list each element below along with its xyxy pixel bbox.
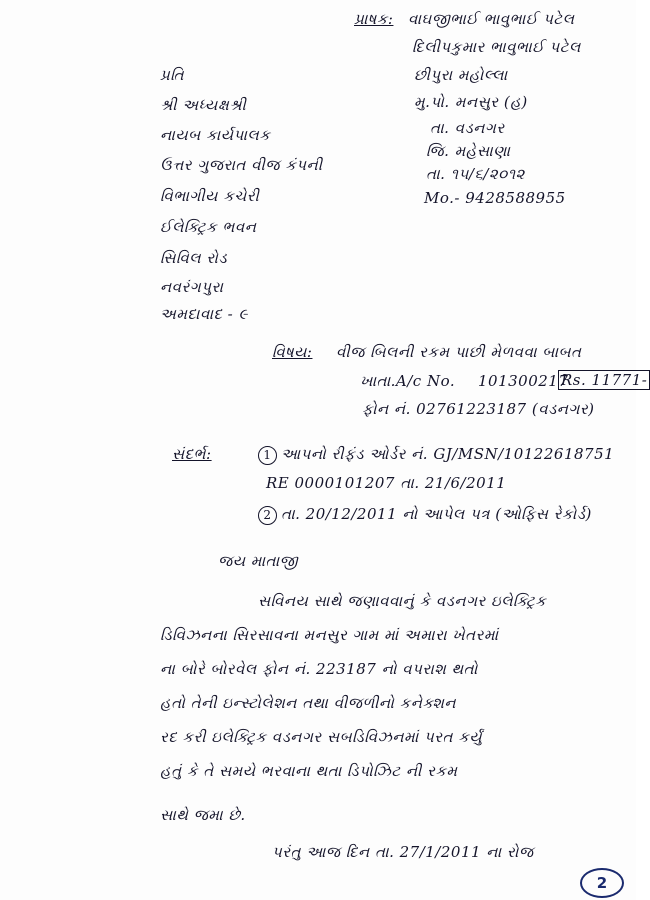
body-line-6: હતું કે તે સમયે ભરવાના થતા ડિપોઝિટ ની રકમ <box>160 762 458 780</box>
subject-text: વીજ બિલની રકમ પાછી મેળવવા બાબત <box>336 343 582 361</box>
reference-item-1 <box>258 445 614 465</box>
subject-label: વિષય: <box>272 343 313 361</box>
recipient-line-7: નવરંગપુરા <box>160 278 224 296</box>
body-line-1: સવિનય સાથે જણાવવાનું કે વડનગર ઇલેક્ટ્રિક <box>258 592 547 610</box>
sender-taluka: તા. વડનગર <box>430 119 505 137</box>
subject-amount: Rs. 11771- <box>558 370 650 390</box>
sender-name-2: દિલીપકુમાર ભાવુભાઈ પટેલ <box>412 38 581 56</box>
reference-item-1-line-2: RE 0000101207 તા. 21/6/2011 <box>266 474 507 492</box>
page-number: 2 <box>580 868 624 898</box>
sender-district: જિ. મહેસાણા <box>426 142 511 160</box>
body-line-5: રદ કરી ઇલેક્ટ્રિક વડનગર સબડિવિઝનમાં પરત કર્યું <box>160 728 483 746</box>
reference-item-2-number: 2 <box>258 506 277 525</box>
sender-mobile: Mo.- 9428588955 <box>424 189 566 207</box>
body-line-2: ડિવિઝનના સિરસાવના મનસુર ગામ માં અમારા ખેતરમાં <box>160 626 499 644</box>
recipient-line-4: વિભાગીય કચેરી <box>160 187 260 205</box>
sender-village: છીપુરા મહોલ્લા <box>414 66 508 84</box>
reference-item-2 <box>258 505 592 525</box>
reference-item-1-number: 1 <box>258 446 277 465</box>
sender-date: તા. ૧૫/૬/૨૦૧૨ <box>426 165 525 183</box>
subject-account-prefix: ખાતા.A/c No. <box>360 372 456 390</box>
body-line-7: સાથે જમા છે. <box>160 806 246 824</box>
closing-line: પરંતુ આજ દિન તા. 27/1/2011 ના રોજ <box>272 843 534 861</box>
body-line-4: હતો તેની ઇન્સ્ટોલેશન તથા વીજળીનો કનેક્શન <box>160 694 457 712</box>
recipient-label: પ્રતિ <box>160 66 185 84</box>
recipient-line-2: નાયબ કાર્યપાલક <box>160 126 271 144</box>
reference-item-2-line-1: તા. 20/12/2011 નો આપેલ પત્ર (ઓફિસ રેકોર્ડ) <box>281 505 592 523</box>
greeting: જય માતાજી <box>218 552 298 570</box>
sender-label: પ્રાષક: <box>354 10 394 28</box>
sender-post: મુ.પો. મનસુર (હ) <box>414 93 528 111</box>
recipient-line-1: શ્રી અધ્યક્ષશ્રી <box>160 96 247 114</box>
reference-item-1-line-1: આપનો રીફંડ ઓર્ડર નં. GJ/MSN/10122618751 <box>281 445 615 463</box>
recipient-line-5: ઈલેક્ટ્રિક ભવન <box>160 218 257 236</box>
sender-name-1: વાઘજીભાઈ ભાવુભાઈ પટેલ <box>408 10 575 28</box>
subject-phone: ફોન નં. 02761223187 (વડનગર) <box>362 400 595 418</box>
subject-account-no: 101300217 <box>478 372 569 390</box>
recipient-line-8: અમદાવાદ - ૯ <box>160 305 248 323</box>
reference-label: સંદર્ભ: <box>172 445 212 463</box>
recipient-line-6: સિવિલ રોડ <box>160 249 228 267</box>
recipient-line-3: ઉત્તર ગુજરાત વીજ કંપની <box>160 156 323 174</box>
body-line-3: ના બોરે બોરવેલ ફોન નં. 223187 નો વપરાશ થતો <box>160 660 478 678</box>
